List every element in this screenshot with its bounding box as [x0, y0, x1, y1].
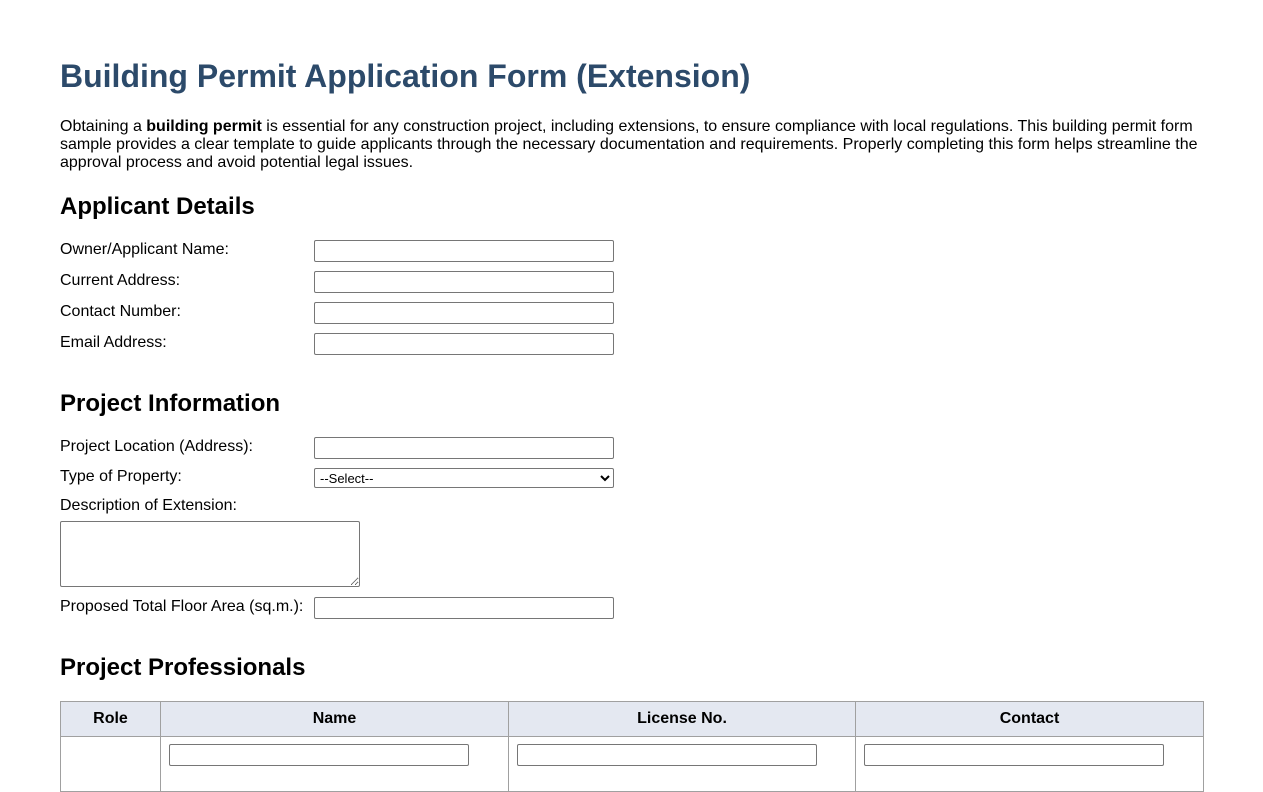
current-address-label: Current Address: — [60, 272, 181, 289]
license-cell — [509, 737, 856, 792]
current-address-input[interactable] — [314, 271, 614, 293]
floor-area-input[interactable] — [314, 597, 614, 619]
intro-text-rest: is essential for any construction project, including extensions, to ensure compliance with local regulations. This building permit form sample provides a clear template to guide applicants through the necessary documentation and requirements. Properly completing this form helps streamline the approval process and avoid potential legal issues. — [60, 118, 1198, 171]
floor-area-row — [60, 597, 620, 619]
floor-area-label: Proposed Total Floor Area (sq.m.): — [60, 598, 304, 615]
contact-number-input[interactable] — [314, 302, 614, 324]
project-location-label: Project Location (Address): — [60, 438, 253, 455]
current-address-row — [60, 271, 620, 293]
intro-paragraph — [60, 118, 1203, 172]
column-header-contact: Contact — [856, 702, 1204, 737]
property-type-row — [60, 467, 620, 489]
intro-bold-term: building permit — [146, 118, 262, 135]
applicant-details-heading: Applicant Details — [60, 193, 255, 220]
email-address-input[interactable] — [314, 333, 614, 355]
property-type-select[interactable] — [314, 468, 614, 488]
description-textarea[interactable] — [60, 521, 360, 587]
owner-name-input[interactable] — [314, 240, 614, 262]
professional-name-input[interactable] — [169, 744, 469, 766]
property-type-label: Type of Property: — [60, 468, 182, 485]
table-row — [61, 737, 1204, 792]
project-location-row — [60, 437, 620, 459]
role-cell — [61, 737, 161, 792]
description-label: Description of Extension: — [60, 497, 237, 514]
table-header-row — [61, 702, 1204, 737]
contact-cell — [856, 737, 1204, 792]
email-address-row — [60, 333, 620, 355]
column-header-name: Name — [161, 702, 509, 737]
owner-name-label: Owner/Applicant Name: — [60, 241, 229, 258]
contact-number-label: Contact Number: — [60, 303, 181, 320]
column-header-role: Role — [61, 702, 161, 737]
project-professionals-heading: Project Professionals — [60, 654, 306, 681]
page-title: Building Permit Application Form (Extension) — [60, 58, 751, 94]
professional-contact-input[interactable] — [864, 744, 1164, 766]
professional-license-input[interactable] — [517, 744, 817, 766]
email-address-label: Email Address: — [60, 334, 167, 351]
project-information-heading: Project Information — [60, 390, 281, 417]
column-header-license: License No. — [509, 702, 856, 737]
intro-text-start: Obtaining a — [60, 118, 147, 135]
owner-name-row — [60, 240, 620, 262]
name-cell — [161, 737, 509, 792]
contact-number-row — [60, 302, 620, 324]
project-location-input[interactable] — [314, 437, 614, 459]
